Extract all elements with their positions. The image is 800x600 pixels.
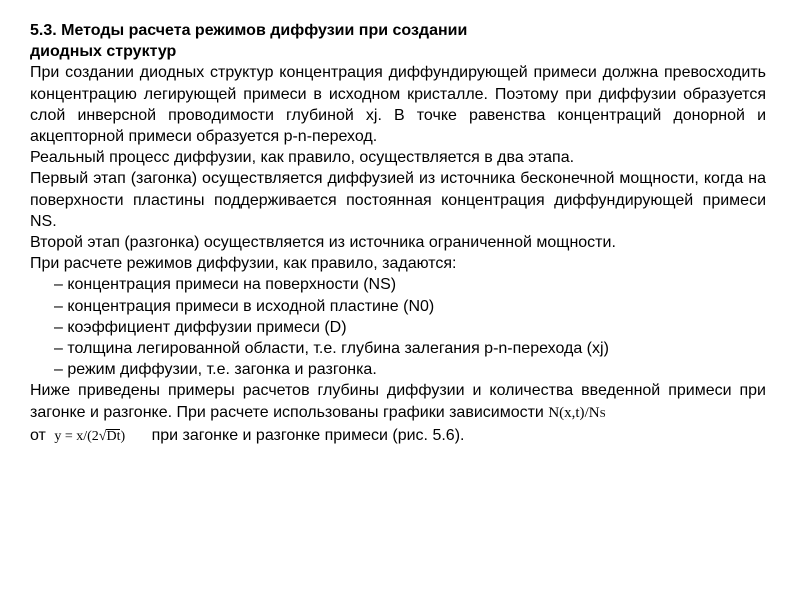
formula-y-variable (54, 426, 125, 447)
paragraph-given-params: При расчете режимов диффузии, как правило, задаются: (30, 255, 457, 273)
formula-ratio-subscript: S (599, 407, 606, 420)
after-formula-text: при загонке и разгонке примеси (рис. 5.6). (151, 426, 465, 444)
list-item: – толщина легированной области, т.е. глубина залегания p-n-перехода (xj) (54, 340, 609, 358)
formula-y-open: /(2 (83, 428, 99, 444)
section-heading (30, 20, 766, 62)
text-content (30, 20, 766, 447)
formula-y-close: ) (120, 428, 126, 444)
list-item: – коэффициент диффузии примеси (D) (54, 318, 347, 336)
paragraph-second-stage: Второй этап (разгонка) осуществляется из источника ограниченной мощности. (30, 234, 616, 252)
paragraph-examples (30, 380, 766, 447)
formula-ratio-denominator: N (588, 404, 600, 421)
formula-y-sqrt-arg: Dt (106, 428, 121, 444)
paragraph-two-stages: Реальный процесс диффузии, как правило, осуществляется в два этапа. (30, 149, 575, 167)
list-item: – концентрация примеси на поверхности (NS) (54, 276, 397, 294)
heading-line-2: диодных структур (30, 43, 177, 61)
paragraph-first-stage: Первый этап (загонка) осуществляется диффузией из источника бесконечной мощности, когда на поверхности пластины поддерживается постоянная концентрация диффундирующей примеси NS. (30, 170, 766, 230)
sqrt-sign: √ (98, 428, 107, 444)
formula-y-lhs: y = x (54, 428, 84, 444)
heading-line-1: 5.3. Методы расчета режимов диффузии при создании (30, 22, 468, 39)
formula-ratio-slash: / (584, 404, 589, 421)
paragraph-inversion-layer: При создании диодных структур концентрация диффундирующей примеси должна превосходить концентрацию легирующей примеси в исходном кристалле. Поэтому при диффузии образуется слой инверсной проводимости глубиной xj. В точке равенства концентраций донорной и акцепторной примеси образуется p-n-переход. (30, 64, 766, 146)
list-item: – концентрация примеси в исходной пластине (N0) (54, 297, 435, 315)
word-ot: от (30, 426, 46, 444)
formula-concentration-ratio (548, 405, 605, 421)
parameter-list (30, 274, 766, 380)
formula-ratio-numerator: N(x,t) (548, 404, 585, 421)
examples-text: Ниже приведены примеры расчетов глубины диффузии и количества введенной примеси при загонке и разгонке. При расчете использованы графики зависимости (30, 382, 766, 421)
list-item: – режим диффузии, т.е. загонка и разгонка. (54, 361, 377, 379)
